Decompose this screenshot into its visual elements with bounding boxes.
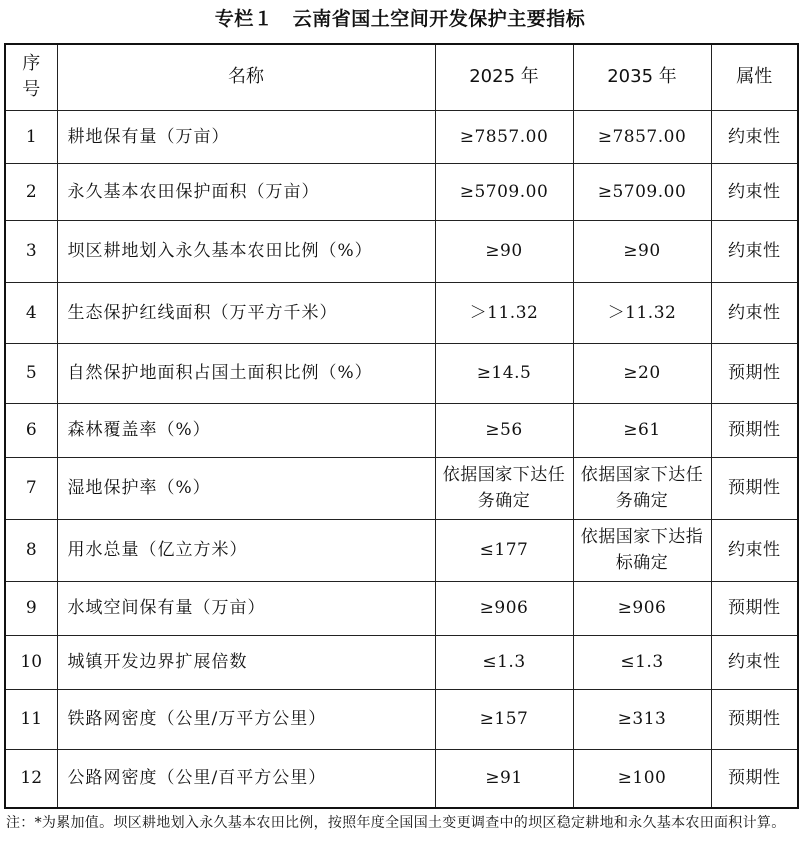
table-row xyxy=(5,457,798,519)
row-2035-value: ≥313 xyxy=(573,689,711,749)
header-row xyxy=(5,44,798,110)
row-name: 耕地保有量（万亩） xyxy=(57,110,435,163)
row-attr: 约束性 xyxy=(711,519,798,581)
row-name: 城镇开发边界扩展倍数 xyxy=(57,635,435,689)
row-2025-value: ≥56 xyxy=(435,403,573,457)
row-seq: 9 xyxy=(5,581,57,635)
row-2025-value: ≥91 xyxy=(435,749,573,808)
header-attr: 属性 xyxy=(711,44,798,110)
table-row xyxy=(5,519,798,581)
row-name: 坝区耕地划入永久基本农田比例（%） xyxy=(57,220,435,282)
table-footnote: 注：*为累加值。坝区耕地划入永久基本农田比例，按照年度全国国土变更调查中的坝区稳定耕地和永久基本农田面积计算。 xyxy=(6,815,786,831)
header-seq: 序号 xyxy=(5,44,57,110)
row-seq: 1 xyxy=(5,110,57,163)
row-2025-value: ≥7857.00 xyxy=(435,110,573,163)
row-seq: 7 xyxy=(5,457,57,519)
row-2025-value: 依据国家下达任务确定 xyxy=(435,457,573,519)
row-seq: 4 xyxy=(5,282,57,343)
row-name: 湿地保护率（%） xyxy=(57,457,435,519)
table-row xyxy=(5,749,798,808)
table-row xyxy=(5,403,798,457)
row-attr: 预期性 xyxy=(711,749,798,808)
row-2035-value: ≥7857.00 xyxy=(573,110,711,163)
row-2025-value: ≤1.3 xyxy=(435,635,573,689)
row-2035-value: ≥61 xyxy=(573,403,711,457)
row-2035-value: ≥906 xyxy=(573,581,711,635)
header-2035: 2035 年 xyxy=(573,44,711,110)
indicators-table xyxy=(4,43,799,809)
row-seq: 2 xyxy=(5,163,57,220)
row-seq: 10 xyxy=(5,635,57,689)
row-name: 生态保护红线面积（万平方千米） xyxy=(57,282,435,343)
row-seq: 3 xyxy=(5,220,57,282)
table-row xyxy=(5,110,798,163)
row-seq: 8 xyxy=(5,519,57,581)
row-name: 自然保护地面积占国土面积比例（%） xyxy=(57,343,435,403)
row-attr: 预期性 xyxy=(711,457,798,519)
header-name: 名称 xyxy=(57,44,435,110)
row-attr: 预期性 xyxy=(711,403,798,457)
row-name: 水域空间保有量（万亩） xyxy=(57,581,435,635)
row-2025-value: ≥14.5 xyxy=(435,343,573,403)
row-attr: 预期性 xyxy=(711,689,798,749)
row-2025-value: ≥90 xyxy=(435,220,573,282)
row-attr: 约束性 xyxy=(711,163,798,220)
row-2025-value: ≥906 xyxy=(435,581,573,635)
table-row xyxy=(5,581,798,635)
row-seq: 12 xyxy=(5,749,57,808)
table-row xyxy=(5,163,798,220)
row-2035-value: ≥90 xyxy=(573,220,711,282)
row-seq: 6 xyxy=(5,403,57,457)
row-2035-value: ≤1.3 xyxy=(573,635,711,689)
table-row xyxy=(5,635,798,689)
row-attr: 约束性 xyxy=(711,635,798,689)
header-2025: 2025 年 xyxy=(435,44,573,110)
row-seq: 5 xyxy=(5,343,57,403)
row-name: 用水总量（亿立方米） xyxy=(57,519,435,581)
row-2025-value: ≥5709.00 xyxy=(435,163,573,220)
table-row xyxy=(5,343,798,403)
row-2025-value: ≥157 xyxy=(435,689,573,749)
row-2035-value: ≥100 xyxy=(573,749,711,808)
row-attr: 预期性 xyxy=(711,581,798,635)
table-row xyxy=(5,689,798,749)
table-title: 专栏１ 云南省国土空间开发保护主要指标 xyxy=(214,8,586,30)
row-2035-value: ≥20 xyxy=(573,343,711,403)
table-row xyxy=(5,220,798,282)
row-name: 公路网密度（公里/百平方公里） xyxy=(57,749,435,808)
row-attr: 约束性 xyxy=(711,282,798,343)
row-2025-value: ＞11.32 xyxy=(435,282,573,343)
row-2035-value: 依据国家下达任务确定 xyxy=(573,457,711,519)
row-2035-value: 依据国家下达指标确定 xyxy=(573,519,711,581)
table-row xyxy=(5,282,798,343)
row-attr: 约束性 xyxy=(711,110,798,163)
row-2025-value: ≤177 xyxy=(435,519,573,581)
row-name: 森林覆盖率（%） xyxy=(57,403,435,457)
row-attr: 约束性 xyxy=(711,220,798,282)
row-2035-value: ＞11.32 xyxy=(573,282,711,343)
row-2035-value: ≥5709.00 xyxy=(573,163,711,220)
row-attr: 预期性 xyxy=(711,343,798,403)
row-seq: 11 xyxy=(5,689,57,749)
row-name: 永久基本农田保护面积（万亩） xyxy=(57,163,435,220)
row-name: 铁路网密度（公里/万平方公里） xyxy=(57,689,435,749)
